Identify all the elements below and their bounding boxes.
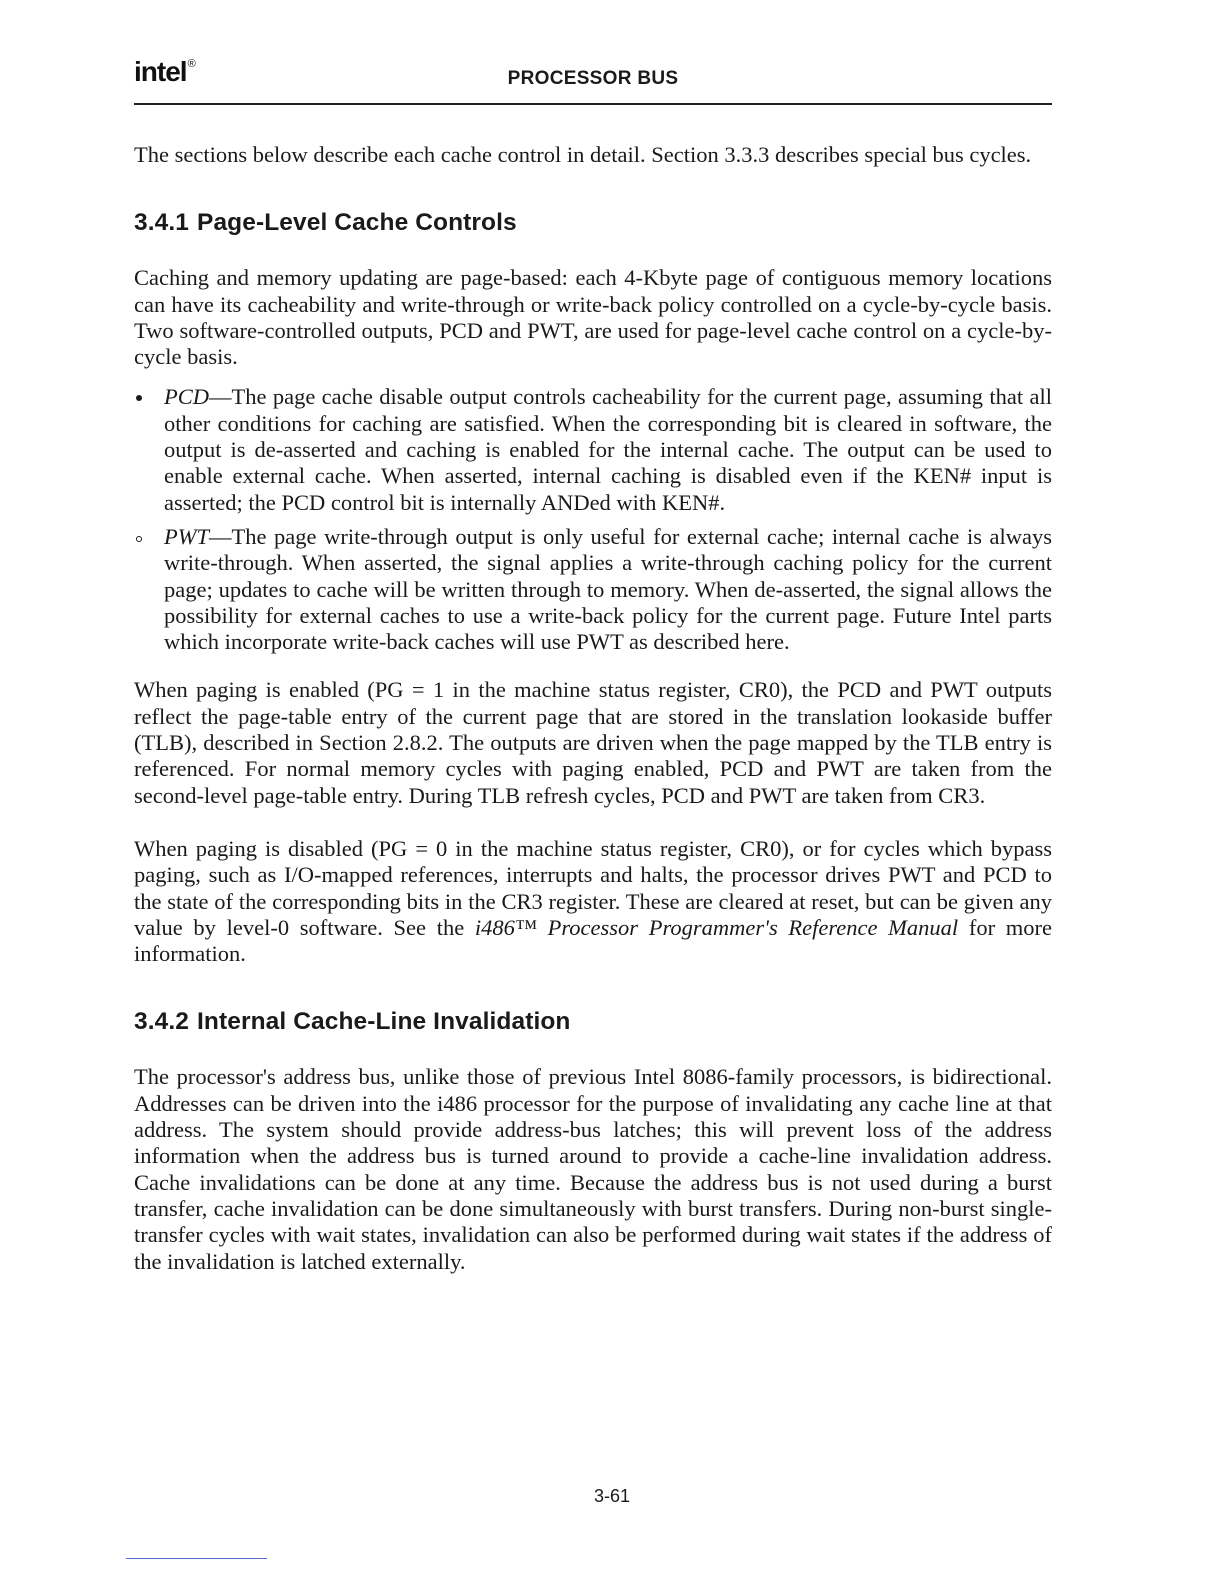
paragraph-cache-line-invalidation: The processor's address bus, unlike those of previous Intel 8086-family processors, is bidirectional. Addresses can be driven into the i486 processor for the purpose of invalidating any cache line at that address. The system should provide address-bus latches; this will prevent loss of the address information when the address bus is turned around to provide a cache-line invalidation address. Cache invalidations can be done at any time. Because the address bus is not used during a burst transfer, cache invalidation can be done simultaneously with burst transfers. During non-burst single-transfer cycles with wait states, invalidation can also be performed during wait states if the address of the invalidation is latched externally. — [134, 1064, 1052, 1274]
page-number: 3-61 — [593, 1486, 631, 1506]
section-title: Internal Cache-Line Invalidation — [197, 1008, 571, 1036]
manual-reference: i486™ Processor Programmer's Reference Manual — [474, 914, 959, 940]
running-header-title: PROCESSOR BUS — [507, 68, 679, 89]
section-number: 3.4.2 — [134, 1008, 189, 1036]
paragraph-page-based-caching: Caching and memory updating are page-based: each 4-Kbyte page of contiguous memory locations can have its cacheability and write-through or write-back policy controlled on a cycle-by-cycle basis. Two software-controlled outputs, PCD and PWT, are used for page-level cache control on a cycle-by-cycle basis. — [134, 265, 1052, 370]
term-separator: — — [209, 523, 232, 549]
page-body — [134, 142, 1052, 1275]
paragraph-paging-disabled — [134, 836, 1052, 967]
paragraph-text-end: for more information. — [134, 914, 1053, 967]
intro-paragraph: The sections below describe each cache control in detail. Section 3.3.3 describes special bus cycles. — [134, 142, 1032, 167]
section-number: 3.4.1 — [134, 209, 189, 237]
bullet-icon — [136, 536, 142, 542]
section-heading-3-4-1 — [134, 208, 1052, 238]
signal-list — [134, 384, 1052, 655]
signal-description: The page write-through output is only useful for external cache; internal cache is always write-through. When asserted, the signal applies a write-through caching policy for the current page; updates to cache will be written through to memory. When de-asserted, the signal allows the possibility for external caches to use a write-back policy for the current page. Future Intel parts which incorporate write-back caches will use PWT as described here. — [164, 523, 1052, 655]
logo-text: intel — [134, 56, 187, 87]
bottom-rule — [126, 1558, 267, 1559]
list-item — [134, 384, 1052, 515]
signal-term: PWT — [164, 523, 209, 549]
signal-term: PCD — [164, 384, 209, 410]
paragraph-text: When paging is disabled (PG = 0 in the machine status register, CR0), or for cycles which bypass paging, such as I/O-mapped references, interrupts and halts, the processor drives PWT and PCD to the state of the corresponding bits in the CR3 register. These are cleared at reset, but can be given any value by level-0 software. See the — [134, 835, 1052, 940]
bullet-icon — [136, 395, 142, 401]
header-rule — [134, 103, 1052, 105]
section-title: Page-Level Cache Controls — [197, 209, 517, 237]
paragraph-paging-enabled: When paging is enabled (PG = 1 in the machine status register, CR0), the PCD and PWT outputs reflect the page-table entry of the current page that are stored in the translation lookaside buffer (TLB), described in Section 2.8.2. The outputs are driven when the page mapped by the TLB entry is referenced. For normal memory cycles with paging enabled, PCD and PWT are taken from the second-level page-table entry. During TLB refresh cycles, PCD and PWT are taken from CR3. — [134, 677, 1052, 808]
registered-mark: ® — [187, 58, 195, 70]
section-heading-3-4-2 — [134, 1007, 1052, 1037]
term-separator: — — [209, 384, 232, 410]
list-item — [134, 524, 1052, 655]
signal-description: The page cache disable output controls cacheability for the current page, assuming that all other conditions for caching are satisfied. When the corresponding bit is cleared in software, the output is de-asserted and caching is enabled for the internal cache. The output can be used to enable external cache. When asserted, internal caching is disabled even if the KEN# input is asserted; the PCD control bit is internally ANDed with KEN#. — [164, 384, 1052, 515]
page-header — [134, 54, 1052, 104]
